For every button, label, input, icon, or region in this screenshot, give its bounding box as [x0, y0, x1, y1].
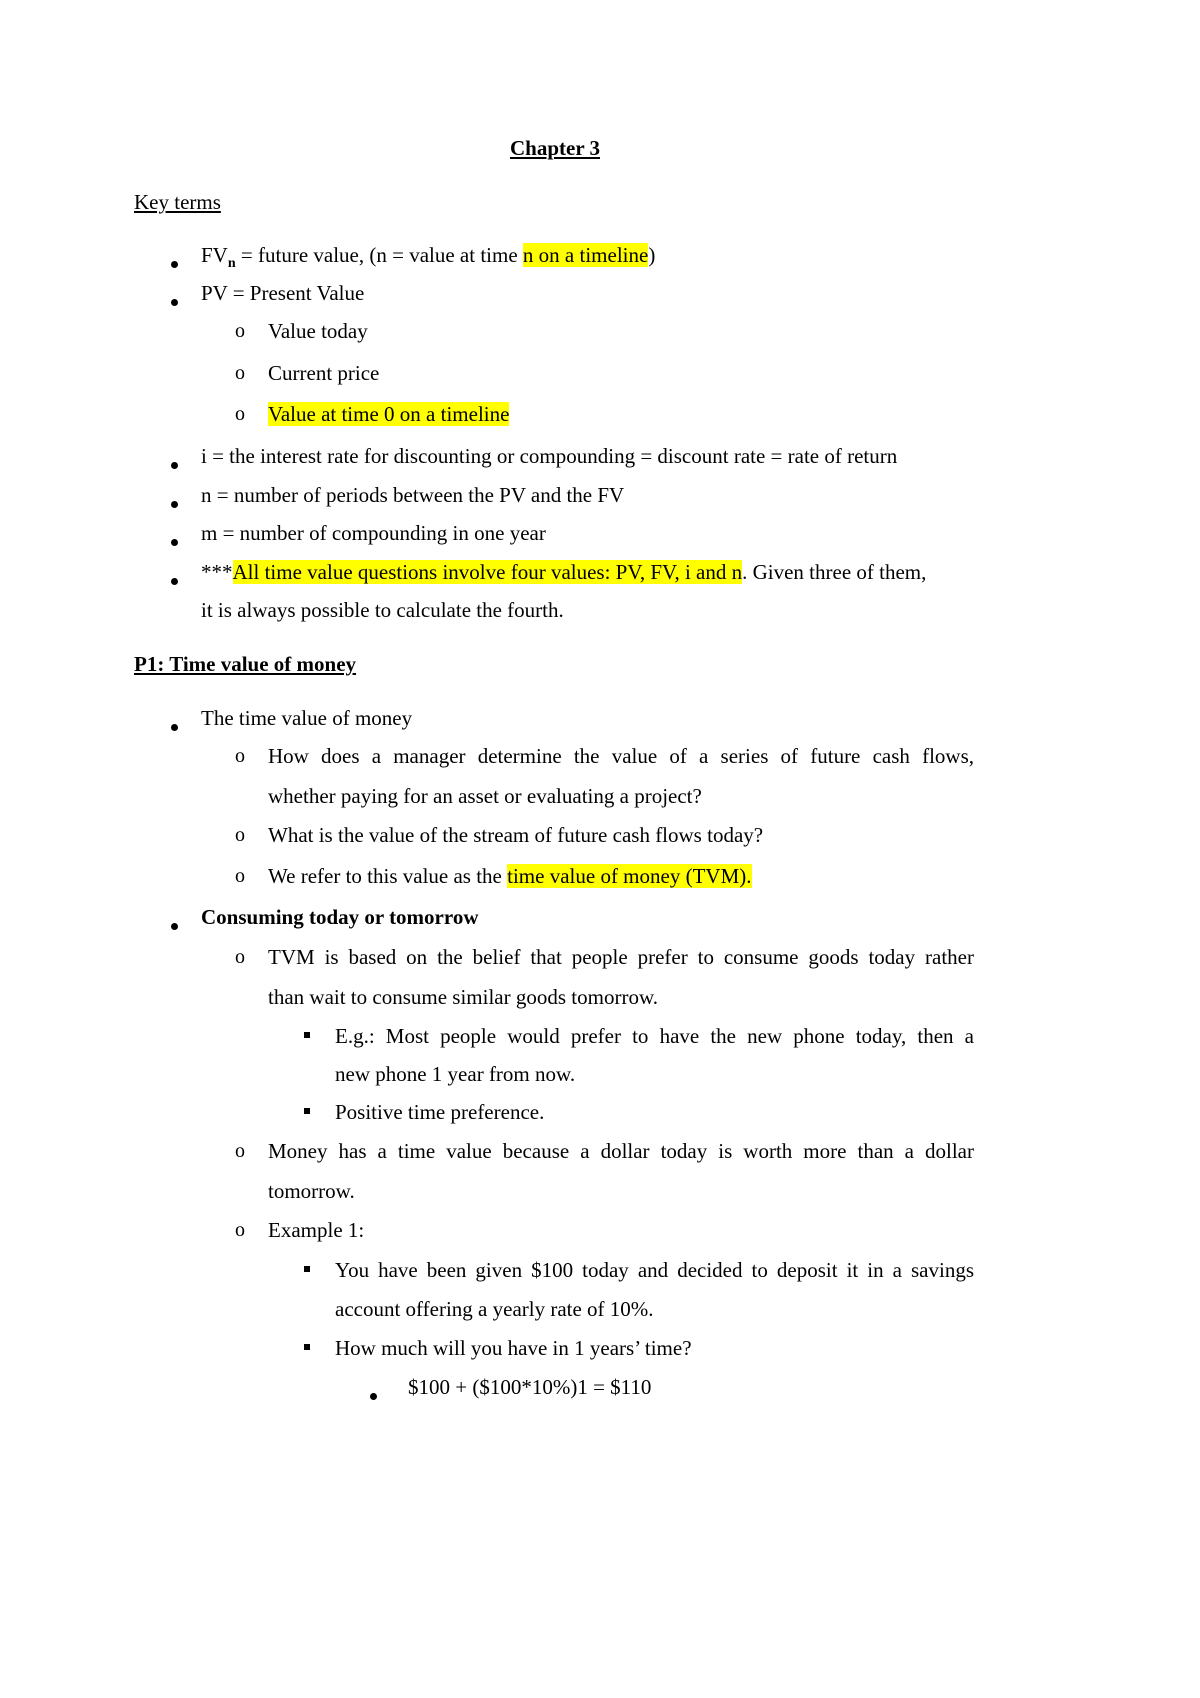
bullet-dot-icon — [171, 578, 178, 585]
tvm-question-1-line2: whether paying for an asset or evaluating a project? — [268, 784, 702, 808]
fv-prefix: FV — [201, 243, 228, 267]
key-terms-note-cont: it is always possible to calculate the fourth. — [201, 598, 564, 622]
tvm-belief-line2: than wait to consume similar goods tomorrow. — [268, 985, 658, 1009]
bullet-dot-icon — [171, 261, 178, 268]
key-term-m: m = number of compounding in one year — [201, 521, 546, 545]
money-time-value-line1: Money has a time value because a dollar today is worth more than a dollar — [268, 1139, 974, 1163]
bullet-square-icon — [304, 1266, 310, 1272]
bullet-circle-icon: o — [235, 946, 245, 968]
fv-text: = future value, (n = value at time — [235, 243, 523, 267]
eg-phone-line1: E.g.: Most people would prefer to have the new phone today, then a — [335, 1024, 974, 1048]
tvm-belief-line1: TVM is based on the belief that people prefer to consume goods today rather — [268, 945, 974, 969]
tvm-question-3 — [268, 862, 752, 890]
bullet-circle-icon: o — [235, 362, 245, 384]
bullet-circle-icon: o — [235, 320, 245, 342]
bullet-dot-icon — [171, 923, 178, 930]
consuming-label: Consuming today or tomorrow — [201, 905, 479, 929]
bullet-square-icon — [304, 1108, 310, 1114]
fv-subscript: n — [227, 256, 236, 272]
pv-sub-current-price: Current price — [268, 361, 380, 385]
tvm-q3-prefix: We refer to this value as the — [268, 864, 508, 888]
tvm-question-1-line1: How does a manager determine the value of a series of future cash flows, — [268, 744, 974, 768]
tvm-q3-highlight: time value of money (TVM). — [507, 864, 752, 888]
example-question: How much will you have in 1 years’ time? — [335, 1336, 692, 1360]
key-terms-heading: Key terms — [134, 190, 221, 214]
pv-time-zero-highlight: Value at time 0 on a timeline — [268, 402, 510, 426]
bullet-dot-icon — [171, 539, 178, 546]
example-deposit-line1: You have been given $100 today and decided to deposit it in a savings — [335, 1258, 974, 1282]
bullet-circle-icon: o — [235, 745, 245, 767]
example-1-label: Example 1: — [268, 1218, 365, 1242]
tvm-question-2: What is the value of the stream of future cash flows today? — [268, 823, 764, 847]
bullet-circle-icon: o — [235, 824, 245, 846]
note-rest: . Given three of them, — [742, 560, 927, 584]
key-term-i: i = the interest rate for discounting or compounding = discount rate = rate of return — [201, 444, 898, 468]
section-heading-p1: P1: Time value of money — [134, 652, 357, 676]
tvm-label: The time value of money — [201, 706, 413, 730]
money-time-value-line2: tomorrow. — [268, 1179, 355, 1203]
positive-time-preference: Positive time preference. — [335, 1100, 545, 1124]
bullet-dot-icon — [171, 299, 178, 306]
key-terms-note — [201, 558, 926, 586]
bullet-square-icon — [304, 1344, 310, 1350]
key-term-fv — [201, 241, 655, 278]
bullet-circle-icon: o — [235, 1219, 245, 1241]
bullet-circle-icon: o — [235, 865, 245, 887]
eg-phone-line2: new phone 1 year from now. — [335, 1062, 576, 1086]
pv-sub-value-today: Value today — [268, 319, 368, 343]
bullet-dot-icon — [171, 724, 178, 731]
page-title: Chapter 3 — [509, 136, 601, 160]
fv-end: ) — [648, 243, 656, 267]
bullet-square-icon — [304, 1032, 310, 1038]
example-calculation: $100 + ($100*10%)1 = $110 — [408, 1375, 652, 1399]
fv-highlight: n on a timeline — [522, 243, 649, 267]
key-term-n: n = number of periods between the PV and the FV — [201, 483, 625, 507]
bullet-dot-icon — [171, 501, 178, 508]
bullet-dot-icon — [171, 462, 178, 469]
example-deposit-line2: account offering a yearly rate of 10%. — [335, 1297, 654, 1321]
note-highlight: All time value questions involve four values: PV, FV, i and n — [232, 560, 743, 584]
bullet-dot-icon — [370, 1393, 377, 1400]
bullet-circle-icon: o — [235, 1140, 245, 1162]
pv-sub-time-zero — [268, 400, 509, 428]
note-prefix: *** — [201, 560, 233, 584]
bullet-circle-icon: o — [235, 403, 245, 425]
key-term-pv: PV = Present Value — [201, 281, 365, 305]
